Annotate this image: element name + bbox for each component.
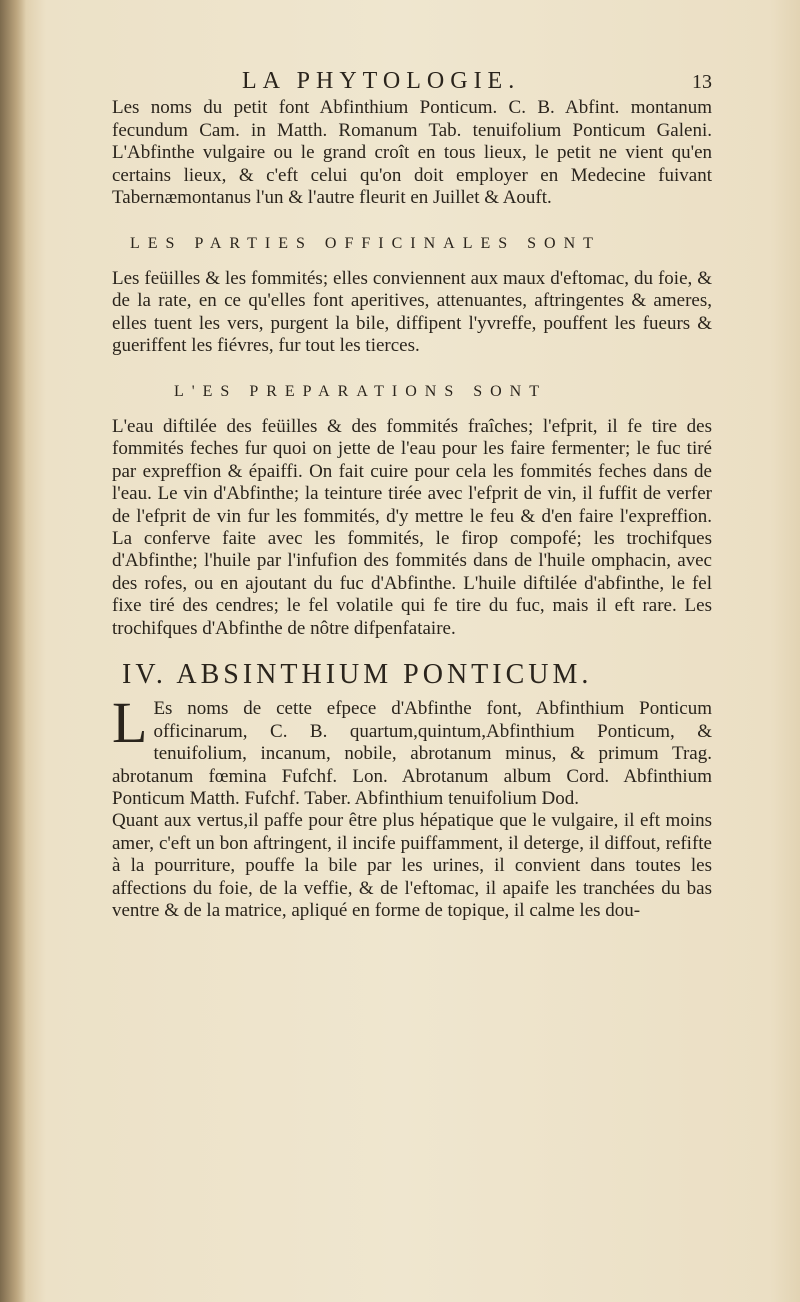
running-header [112, 70, 712, 93]
chapter-title: IV. ABSINTHIUM PONTICUM. [122, 658, 593, 690]
paragraph-absinthium-ponticum [112, 690, 712, 810]
paragraph-preparations: L'eau diftilée des feüilles & des fommités fraîches; l'efprit, il fe tire des fommités feches fur quoi on jette de l'eau pour les faire fermenter; le fuc tiré par expreffion & épaiffi. On fait cuire pour cela les fommités feches dans de l'eau. Le vin d'Abfinthe; la teinture tirée avec l'efprit de vin, il fuffit de verfer de l'efprit de vin fur les fommités, d'y mettre le feu & d'en faire l'expreffion. La conferve faite avec les fommités, le firop compofé; les trochifques d'Abfinthe; l'huile par l'infufion des fommités dans de l'huile omphacin, avec des rofes, ou en ajoutant du fuc d'Abfinthe. L'huile diftilée d'abfinthe, le fel fixe tiré des cendres; le fel volatile qui fe tire du fuc, mais il eft rare. Les trochifques d'Abfinthe de nôtre difpenfataire. [112, 415, 712, 639]
paragraph-names: Les noms du petit font Abfinthium Ponticum. C. B. Abfint. montanum fecundum Cam. in Matth. Romanum Tab. tenuifolium Ponticum Galeni. L'Abfinthe vulgaire ou le grand croît en tous lieux, le petit ne vient qu'en certains lieux, & c'eft celui qu'on doit employer en Medecine fuivant Tabernæmontanus l'un & l'autre fleurit en Juillet & Aouft. [112, 97, 712, 209]
running-title: LA PHYTOLOGIE. [242, 68, 521, 94]
paragraph-absinthium-ponticum-text: Es noms de cette efpece d'Abfinthe font, Abfinthium Ponticum officinarum, C. B. quartum,quintum,Abfinthium Ponticum, & tenuifolium, incanum, nobile, abrotanum minus, & primum Trag. abrotanum fœmina Fufchf. Lon. Abrotanum album Cord. Abfinthium Ponticum Matth. Fufchf. Taber. Abfinthium tenuifolium Dod. [112, 698, 712, 809]
section-heading-preparations: L'ES PREPARATIONS SONT [174, 383, 547, 401]
page-text-block [112, 70, 712, 922]
book-spine-shadow [0, 0, 26, 1302]
drop-cap: L [112, 690, 148, 756]
page-number: 13 [692, 71, 712, 93]
section-heading-officinales: LES PARTIES OFFICINALES SONT [130, 235, 601, 253]
paragraph-officinales: Les feüilles & les fommités; elles conviennent aux maux d'eftomac, du foie, & de la rate, en ce qu'elles font aperitives, attenuantes, aftringentes & ameres, elles tuent les vers, purgent la bile, diffipent l'yvreffe, pouffent les fueurs & gueriffent les fiévres, fur tout les tierces. [112, 267, 712, 357]
paragraph-vertus: Quant aux vertus,il paffe pour être plus hépatique que le vulgaire, il eft moins amer, c'eft un bon aftringent, il incife puiffamment, il deterge, il diffout, refifte à la pourriture, pouffe la bile par les urines, il convient dans toutes les affections du foie, de la veffie, & de l'eftomac, il apaife les tranchées du bas ventre & de la matrice, apliqué en forme de topique, il calme les dou- [112, 810, 712, 921]
